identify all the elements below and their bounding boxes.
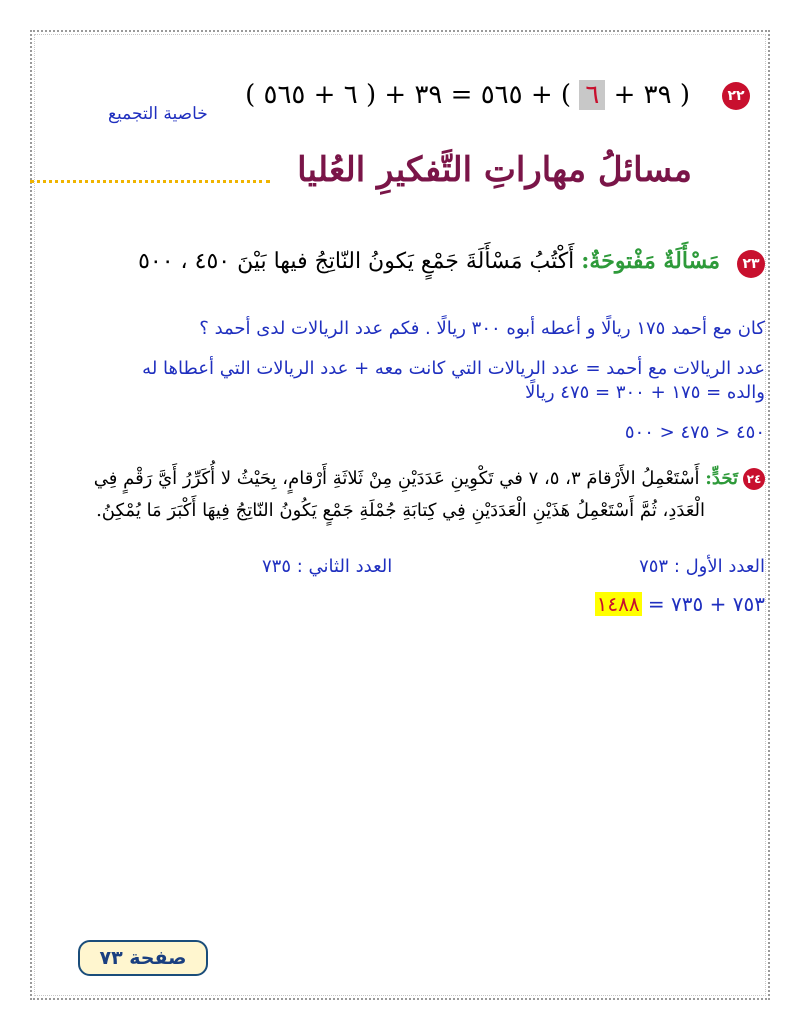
title-dotted-line <box>30 180 270 183</box>
equation-highlight: ٦ <box>579 80 605 110</box>
problem-24-number: ٢٤ <box>743 468 765 490</box>
property-note: خاصية التجميع <box>108 104 208 124</box>
sum-result: ١٤٨٨ <box>596 592 640 616</box>
section-title: مسائلُ مهاراتِ التَّفكيرِ العُليا <box>297 150 692 190</box>
problem-23-question: كان مع أحمد ١٧٥ ريالًا و أعطه أبوه ٣٠٠ ريالًا . فكم عدد الريالات لدى أحمد ؟ <box>199 318 765 339</box>
first-number: العدد الأول : ٧٥٣ <box>639 556 765 577</box>
problem-23-answer-line-1: عدد الريالات مع أحمد = عدد الريالات التي كانت معه + عدد الريالات التي أعطاها له <box>142 358 765 379</box>
page-number-tab: صفحة ٧٣ <box>78 940 208 976</box>
problem-24-text-1: أَسْتَعْمِلُ الأَرْقامَ ٣، ٥، ٧ في تَكْوِينِ عَدَدَيْنِ مِنْ ثَلاثَةِ أَرْقامٍ، بِحَيْثُ لا أُكَرِّرُ أَيَّ رَقْمٍ فِي <box>93 468 700 489</box>
equation-part-1: ( ٣٩ + <box>605 80 690 110</box>
second-number: العدد الثاني : ٧٣٥ <box>262 556 393 577</box>
problem-23-answer-line-2: والده = ١٧٥ + ٣٠٠ = ٤٧٥ ريالًا <box>525 382 765 403</box>
problem-24-line-2: الْعَدَدِ، ثُمَّ أَسْتَعْمِلُ هَذَيْنِ الْعَدَدَيْنِ فِي كِتابَةِ جُمْلَةِ جَمْعٍ يَكُونُ النّاتِجُ فِيهَا أَكْبَرَ مَا يُمْكِنُ. <box>96 500 705 521</box>
sum-equation <box>595 592 765 616</box>
problem-23-number: ٢٣ <box>737 250 765 278</box>
problem-23-text: أَكْتُبُ مَسْأَلَةَ جَمْعٍ يَكونُ النّاتِجُ فيها بَيْنَ ٤٥٠ ، ٥٠٠ <box>138 249 575 274</box>
problem-23-label: مَسْأَلَةٌ مَفْتوحَةٌ: <box>581 248 720 274</box>
problem-23-comparison: ٤٥٠ < ٤٧٥ < ٥٠٠ <box>624 422 765 443</box>
problem-24-line-1 <box>94 468 738 489</box>
equation-part-2: ) + ٥٦٥ = ٣٩ + ( ٦ + ٥٦٥ ) <box>245 80 580 110</box>
problem-23-statement <box>138 248 720 274</box>
problem-22-equation <box>245 80 690 110</box>
problem-24-label: تَحَدٍّ: <box>705 468 738 489</box>
sum-expression: ٧٥٣ + ٧٣٥ = <box>641 592 765 616</box>
problem-22-number: ٢٢ <box>722 82 750 110</box>
